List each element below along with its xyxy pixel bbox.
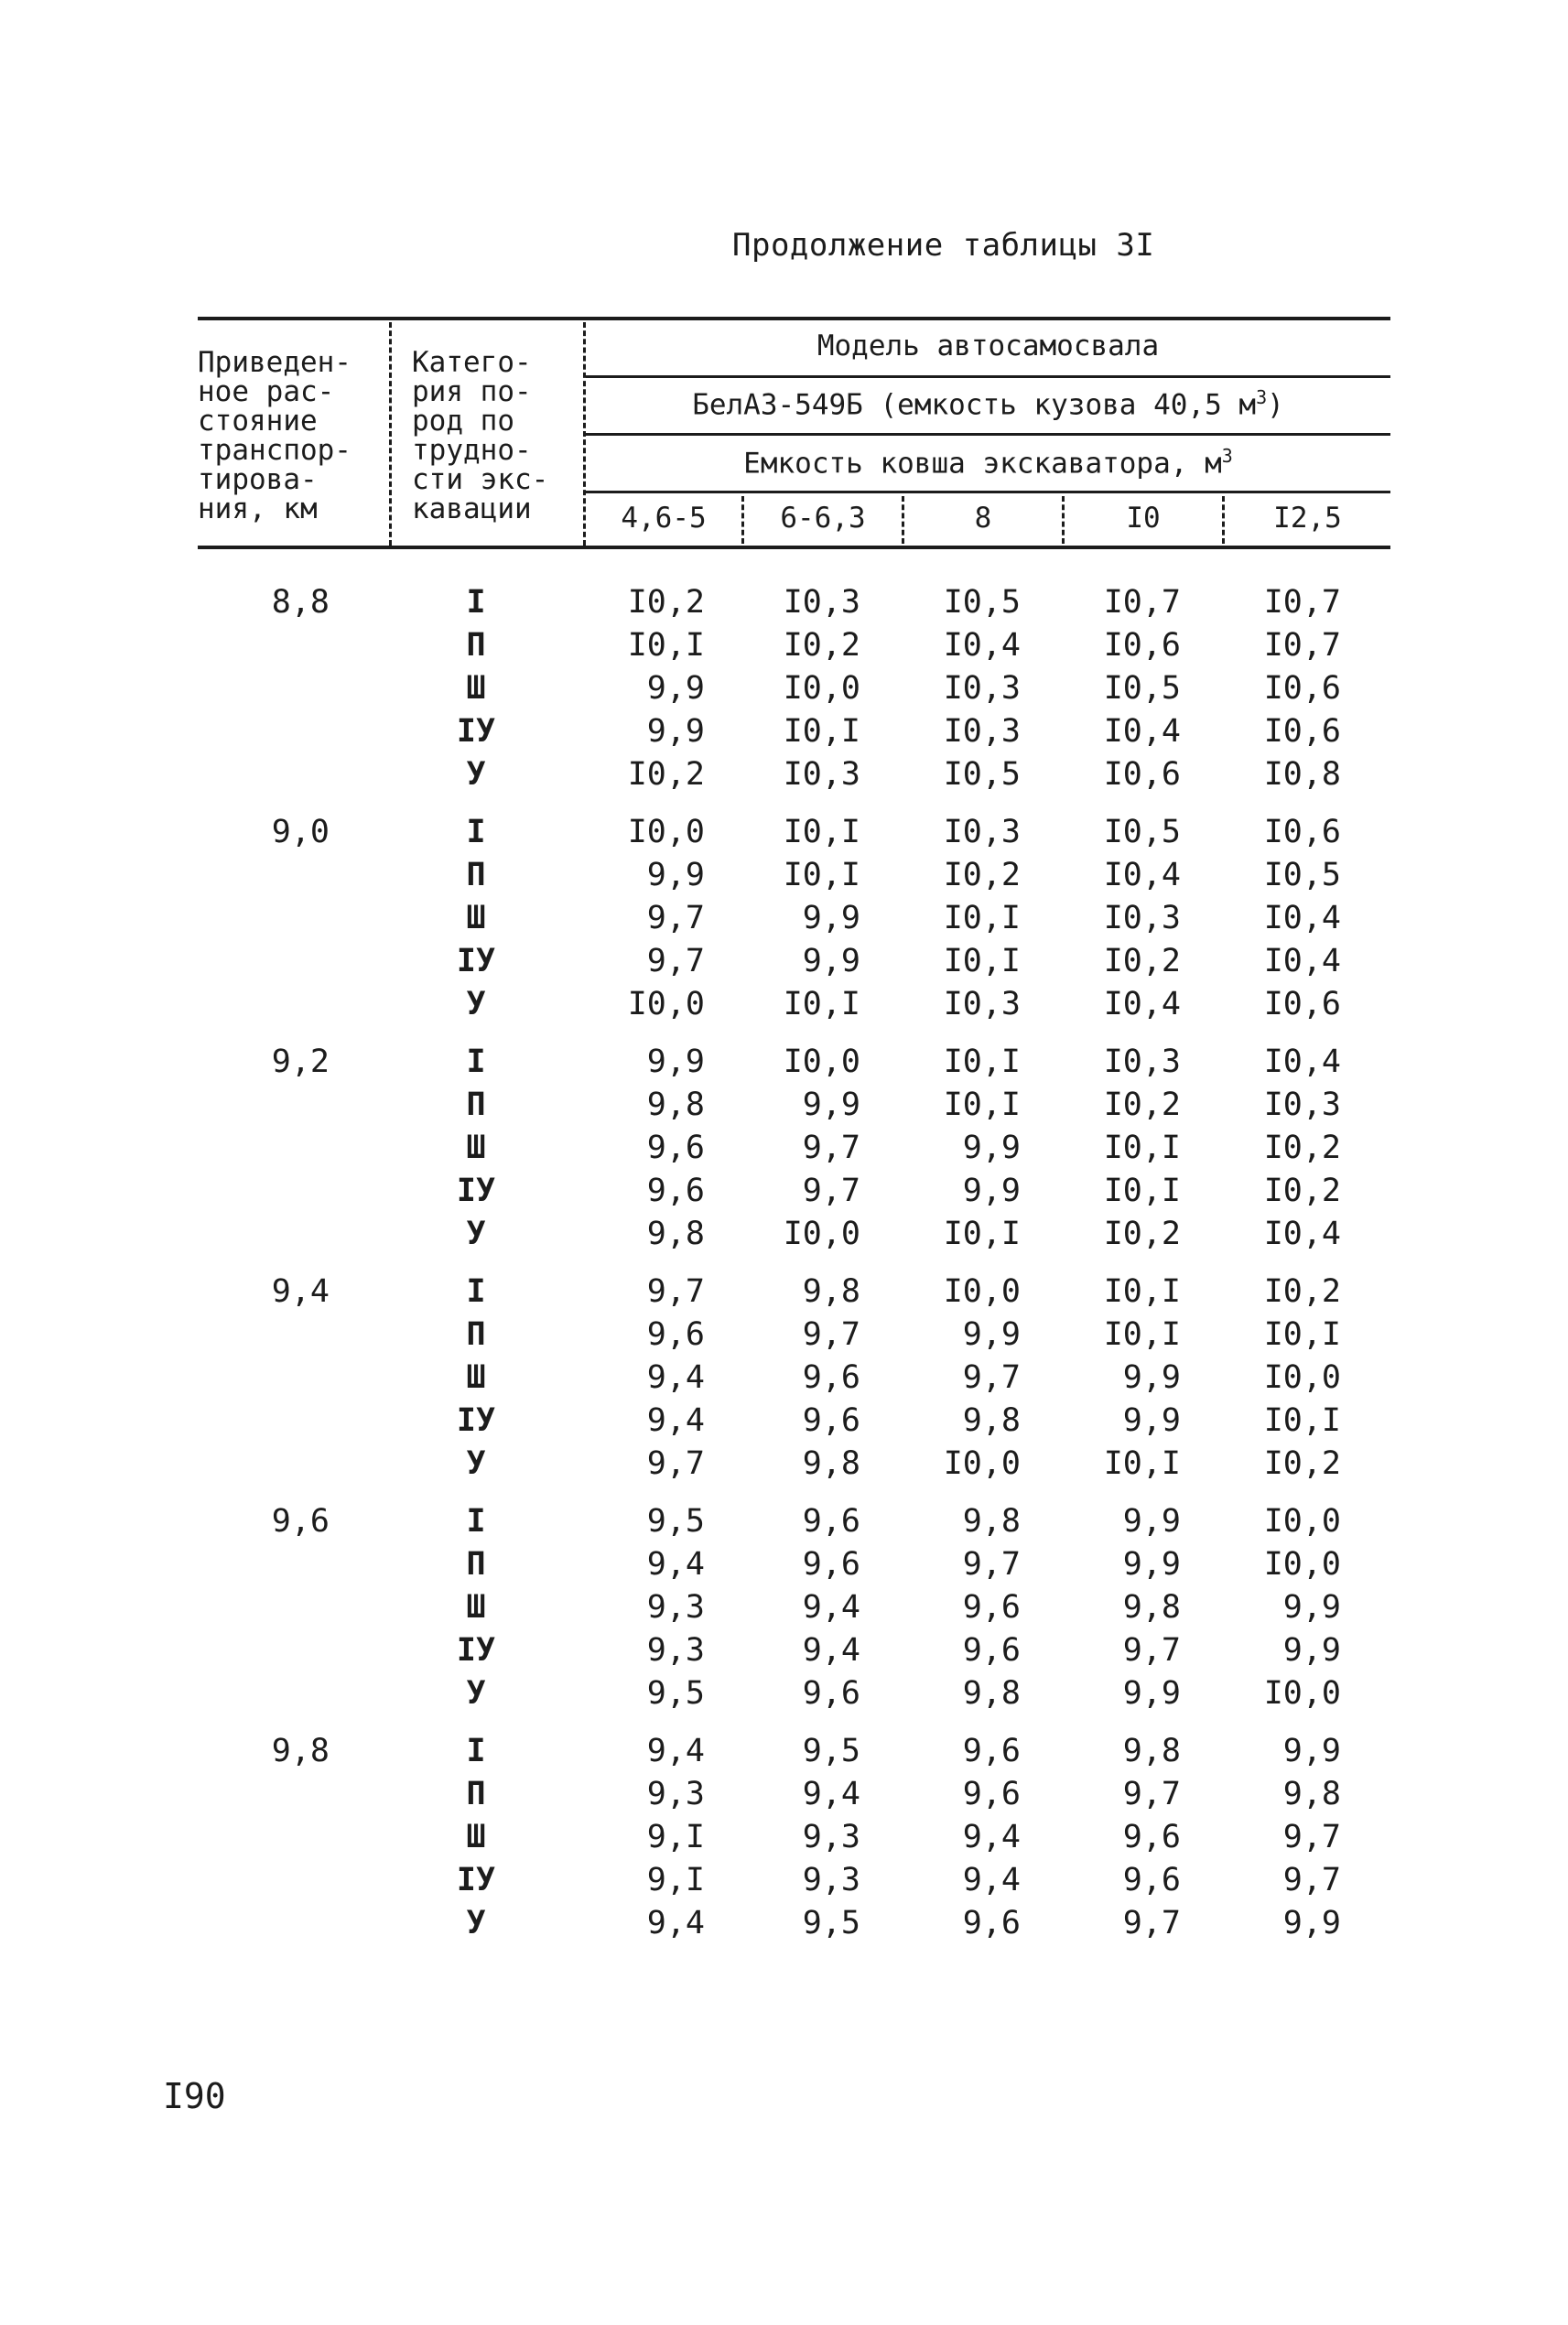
value-cell: I0,I — [627, 627, 705, 664]
value-cell: 9,8 — [1122, 1589, 1181, 1626]
value-cell: I0,6 — [1263, 670, 1341, 707]
value-cell: 9,6 — [802, 1402, 860, 1439]
value-cell: 9,6 — [802, 1503, 860, 1540]
value-cell: I0,0 — [783, 1216, 860, 1252]
value-cell: 9,6 — [646, 1173, 705, 1209]
value-cell: 9,5 — [646, 1675, 705, 1712]
value-cell: 9,9 — [1122, 1359, 1181, 1396]
value-cell: I0,2 — [1263, 1445, 1341, 1482]
category-cell: У — [466, 1216, 486, 1252]
value-cell: 9,9 — [1282, 1905, 1341, 1941]
header-bucket-text: Емкость ковша экскаватора, м — [743, 447, 1222, 481]
value-cell: I0,0 — [1263, 1546, 1341, 1583]
header-distance-text: Приведен- ное рас- стояние транспор- тирова- ния, км — [198, 346, 351, 525]
value-cell: 9,7 — [1122, 1776, 1181, 1812]
value-cell: I0,3 — [783, 756, 860, 793]
category-cell: У — [466, 1905, 486, 1941]
value-cell: I0,0 — [783, 670, 860, 707]
header-bucket-col-1-text: 4,6-5 — [621, 502, 707, 535]
value-cell: 9,6 — [962, 1632, 1021, 1669]
category-cell: П — [466, 1087, 486, 1123]
value-cell: I0,2 — [783, 627, 860, 664]
value-cell: 9,9 — [962, 1173, 1021, 1209]
value-cell: I0,6 — [1263, 986, 1341, 1022]
value-cell: 9,7 — [802, 1173, 860, 1209]
value-cell: 9,9 — [802, 1087, 860, 1123]
value-cell: 9,6 — [962, 1776, 1021, 1812]
value-cell: 9,5 — [646, 1503, 705, 1540]
value-cell: 9,3 — [802, 1862, 860, 1898]
category-cell: IУ — [456, 1173, 496, 1209]
value-cell: 9,4 — [646, 1733, 705, 1769]
value-cell: 9,3 — [646, 1589, 705, 1626]
header-category — [412, 348, 548, 524]
distance-cell: 9,8 — [271, 1733, 330, 1769]
header-model — [586, 330, 1390, 362]
value-cell: 9,9 — [1282, 1632, 1341, 1669]
value-cell: I0,I — [783, 857, 860, 893]
value-cell: 9,I — [646, 1819, 705, 1855]
value-cell: 9,6 — [646, 1316, 705, 1353]
value-cell: 9,9 — [646, 713, 705, 750]
value-cell: 9,7 — [1122, 1905, 1181, 1941]
value-cell: 9,8 — [962, 1503, 1021, 1540]
category-cell: Ш — [466, 1130, 486, 1166]
value-cell: 9,4 — [802, 1632, 860, 1669]
value-cell: 9,8 — [646, 1087, 705, 1123]
category-cell: У — [466, 1445, 486, 1482]
value-cell: I0,3 — [1103, 900, 1181, 936]
value-cell: I0,0 — [783, 1044, 860, 1080]
category-cell: Ш — [466, 1589, 486, 1626]
value-cell: I0,0 — [1263, 1503, 1341, 1540]
category-cell: I — [466, 1503, 486, 1540]
value-cell: I0,2 — [627, 756, 705, 793]
value-cell: 9,4 — [962, 1862, 1021, 1898]
value-cell: I0,I — [783, 986, 860, 1022]
value-cell: I0,3 — [783, 584, 860, 621]
value-cell: I0,0 — [1263, 1359, 1341, 1396]
category-cell: IУ — [456, 1862, 496, 1898]
value-cell: I0,4 — [1263, 900, 1341, 936]
header-bucket-col-3 — [904, 502, 1062, 535]
value-cell: I0,6 — [1263, 814, 1341, 850]
category-cell: IУ — [456, 713, 496, 750]
category-cell: П — [466, 1316, 486, 1353]
page-number: I90 — [163, 2076, 226, 2116]
value-cell: I0,I — [1263, 1402, 1341, 1439]
category-cell: Ш — [466, 1359, 486, 1396]
category-cell: I — [466, 584, 486, 621]
value-cell: 9,8 — [802, 1445, 860, 1482]
value-cell: 9,9 — [1122, 1546, 1181, 1583]
value-cell: 9,9 — [1122, 1402, 1181, 1439]
value-cell: 9,9 — [1282, 1733, 1341, 1769]
value-cell: 9,9 — [1122, 1675, 1181, 1712]
value-cell: I0,I — [1103, 1130, 1181, 1166]
truck-row-rule — [586, 375, 1390, 378]
value-cell: I0,I — [783, 814, 860, 850]
value-cell: 9,6 — [802, 1675, 860, 1712]
value-cell: 9,7 — [646, 1445, 705, 1482]
distance-cell: 9,0 — [271, 814, 330, 850]
value-cell: I0,0 — [943, 1273, 1021, 1310]
header-distance — [198, 348, 351, 524]
category-cell: I — [466, 814, 486, 850]
table-top-rule — [198, 317, 1390, 320]
header-truck-superscript: 3 — [1256, 386, 1268, 408]
value-cell: 9,7 — [1122, 1632, 1181, 1669]
value-cell: I0,2 — [1103, 1087, 1181, 1123]
distance-cell: 8,8 — [271, 584, 330, 621]
value-cell: 9,7 — [1282, 1862, 1341, 1898]
value-cell: I0,5 — [1103, 814, 1181, 850]
value-cell: 9,9 — [1282, 1589, 1341, 1626]
category-cell: I — [466, 1044, 486, 1080]
value-cell: I0,3 — [1103, 1044, 1181, 1080]
value-cell: I0,2 — [627, 584, 705, 621]
header-divider-1 — [389, 322, 392, 546]
value-cell: I0,6 — [1103, 627, 1181, 664]
value-cell: I0,0 — [943, 1445, 1021, 1482]
header-bucket-col-5 — [1225, 502, 1390, 535]
category-cell: П — [466, 1776, 486, 1812]
value-cell: I0,I — [943, 900, 1021, 936]
header-bucket-col-3-text: 8 — [974, 502, 992, 535]
header-bottom-rule — [198, 546, 1390, 549]
value-cell: I0,I — [943, 1216, 1021, 1252]
value-cell: I0,4 — [1103, 713, 1181, 750]
category-cell: П — [466, 857, 486, 893]
value-cell: I0,2 — [1103, 1216, 1181, 1252]
value-cell: I0,4 — [1263, 943, 1341, 979]
header-model-text: Модель автосамосвала — [816, 330, 1160, 362]
value-cell: I0,5 — [1103, 670, 1181, 707]
value-cell: 9,6 — [802, 1546, 860, 1583]
header-bucket-col-2 — [744, 502, 902, 535]
value-cell: I0,3 — [943, 814, 1021, 850]
category-cell: Ш — [466, 670, 486, 707]
header-bucket — [586, 445, 1390, 480]
value-cell: 9,6 — [1122, 1862, 1181, 1898]
value-cell: 9,7 — [646, 943, 705, 979]
table-caption: Продолжение таблицы 3I — [732, 227, 1155, 264]
value-cell: 9,6 — [962, 1905, 1021, 1941]
header-bucket-col-4 — [1065, 502, 1222, 535]
distance-cell: 9,6 — [271, 1503, 330, 1540]
category-cell: У — [466, 986, 486, 1022]
value-cell: 9,6 — [802, 1359, 860, 1396]
value-cell: 9,8 — [1122, 1733, 1181, 1769]
value-cell: I0,I — [943, 943, 1021, 979]
value-cell: I0,5 — [1263, 857, 1341, 893]
header-truck-end: ) — [1267, 388, 1284, 422]
value-cell: 9,9 — [646, 670, 705, 707]
value-cell: I0,3 — [1263, 1087, 1341, 1123]
value-cell: I0,4 — [1263, 1216, 1341, 1252]
value-cell: I0,4 — [1103, 986, 1181, 1022]
value-cell: 9,7 — [646, 900, 705, 936]
value-cell: 9,4 — [646, 1546, 705, 1583]
category-cell: У — [466, 756, 486, 793]
value-cell: 9,8 — [1282, 1776, 1341, 1812]
value-cell: 9,6 — [646, 1130, 705, 1166]
value-cell: I0,6 — [1103, 756, 1181, 793]
value-cell: 9,6 — [1122, 1819, 1181, 1855]
header-bucket-col-2-text: 6-6,3 — [780, 502, 866, 535]
value-cell: 9,7 — [962, 1546, 1021, 1583]
value-cell: 9,4 — [646, 1402, 705, 1439]
header-bucket-col-5-text: I2,5 — [1273, 502, 1342, 535]
value-cell: I0,I — [943, 1087, 1021, 1123]
value-cell: I0,2 — [943, 857, 1021, 893]
value-cell: 9,9 — [802, 943, 860, 979]
value-cell: 9,4 — [802, 1776, 860, 1812]
value-cell: I0,I — [943, 1044, 1021, 1080]
category-cell: П — [466, 627, 486, 664]
header-truck — [586, 386, 1390, 421]
value-cell: 9,4 — [646, 1359, 705, 1396]
header-truck-text: БелАЗ-549Б (емкость кузова 40,5 м — [692, 388, 1257, 422]
distance-cell: 9,4 — [271, 1273, 330, 1310]
value-cell: I0,7 — [1263, 627, 1341, 664]
category-cell: I — [466, 1273, 486, 1310]
value-cell: I0,I — [1103, 1273, 1181, 1310]
value-cell: 9,3 — [802, 1819, 860, 1855]
category-cell: IУ — [456, 943, 496, 979]
category-cell: Ш — [466, 900, 486, 936]
value-cell: 9,8 — [646, 1216, 705, 1252]
value-cell: I0,I — [1103, 1445, 1181, 1482]
value-cell: I0,7 — [1103, 584, 1181, 621]
value-cell: 9,9 — [962, 1130, 1021, 1166]
value-cell: I0,0 — [627, 986, 705, 1022]
value-cell: 9,9 — [802, 900, 860, 936]
value-cell: 9,8 — [962, 1402, 1021, 1439]
header-bucket-superscript: 3 — [1221, 445, 1233, 467]
value-cell: I0,I — [1263, 1316, 1341, 1353]
value-cell: 9,3 — [646, 1632, 705, 1669]
value-cell: I0,0 — [627, 814, 705, 850]
value-cell: I0,0 — [1263, 1675, 1341, 1712]
value-cell: 9,I — [646, 1862, 705, 1898]
value-cell: I0,4 — [1103, 857, 1181, 893]
bucket-row-rule — [586, 433, 1390, 436]
value-cell: I0,8 — [1263, 756, 1341, 793]
value-cell: I0,2 — [1263, 1130, 1341, 1166]
value-cell: I0,3 — [943, 713, 1021, 750]
distance-cell: 9,2 — [271, 1044, 330, 1080]
value-cell: 9,8 — [962, 1675, 1021, 1712]
value-cell: I0,I — [783, 713, 860, 750]
value-cell: 9,7 — [962, 1359, 1021, 1396]
value-cell: 9,9 — [646, 857, 705, 893]
value-cell: 9,9 — [1122, 1503, 1181, 1540]
value-cell: I0,2 — [1263, 1173, 1341, 1209]
value-cell: 9,5 — [802, 1733, 860, 1769]
value-cell: I0,2 — [1263, 1273, 1341, 1310]
header-bucket-col-4-text: I0 — [1126, 502, 1161, 535]
value-cell: I0,6 — [1263, 713, 1341, 750]
value-cell: I0,3 — [943, 670, 1021, 707]
value-cell: 9,3 — [646, 1776, 705, 1812]
value-cell: 9,8 — [802, 1273, 860, 1310]
value-cell: I0,2 — [1103, 943, 1181, 979]
category-cell: IУ — [456, 1402, 496, 1439]
header-bucket-col-1 — [586, 502, 741, 535]
value-cell: I0,4 — [1263, 1044, 1341, 1080]
value-cell: 9,4 — [802, 1589, 860, 1626]
category-cell: У — [466, 1675, 486, 1712]
value-cell: 9,6 — [962, 1733, 1021, 1769]
value-cell: 9,9 — [962, 1316, 1021, 1353]
value-cell: I0,I — [1103, 1316, 1181, 1353]
value-cell: I0,5 — [943, 756, 1021, 793]
value-cell: I0,4 — [943, 627, 1021, 664]
value-cell: 9,4 — [646, 1905, 705, 1941]
value-cell: I0,7 — [1263, 584, 1341, 621]
value-cell: 9,6 — [962, 1589, 1021, 1626]
value-cell: 9,5 — [802, 1905, 860, 1941]
header-category-text: Катего- рия по- род по трудно- сти экс- кавации — [412, 346, 549, 525]
category-cell: П — [466, 1546, 486, 1583]
category-cell: Ш — [466, 1819, 486, 1855]
value-cell: 9,9 — [646, 1044, 705, 1080]
subcolumn-row-rule — [586, 491, 1390, 493]
category-cell: IУ — [456, 1632, 496, 1669]
value-cell: 9,7 — [802, 1130, 860, 1166]
value-cell: 9,7 — [646, 1273, 705, 1310]
value-cell: I0,5 — [943, 584, 1021, 621]
category-cell: I — [466, 1733, 486, 1769]
value-cell: I0,3 — [943, 986, 1021, 1022]
value-cell: I0,I — [1103, 1173, 1181, 1209]
value-cell: 9,7 — [1282, 1819, 1341, 1855]
value-cell: 9,4 — [962, 1819, 1021, 1855]
value-cell: 9,7 — [802, 1316, 860, 1353]
